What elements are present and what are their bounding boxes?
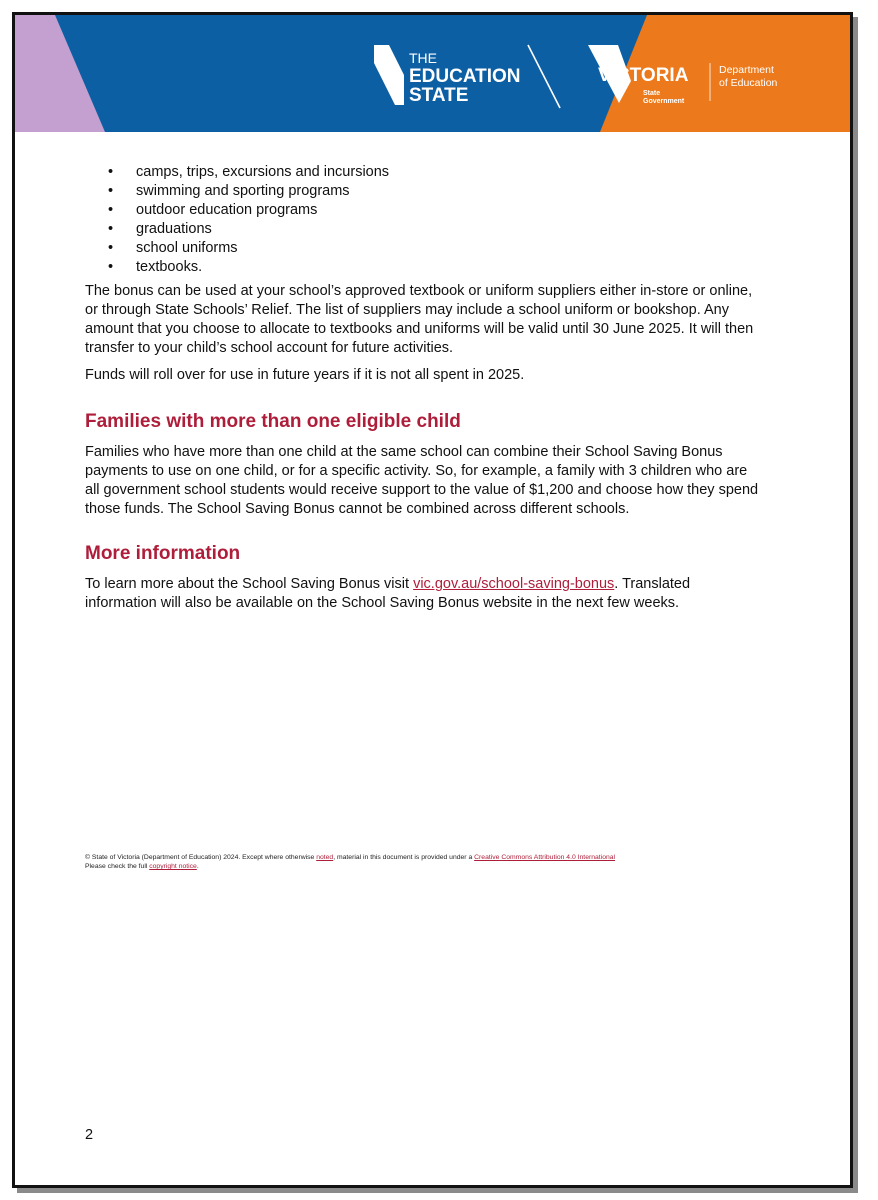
school-saving-bonus-link[interactable]: vic.gov.au/school-saving-bonus xyxy=(413,576,615,592)
list-item: • textbooks. xyxy=(85,258,765,277)
logo-state-sub-text: State xyxy=(643,90,661,97)
copyright-notice-link[interactable]: copyright notice xyxy=(149,863,197,870)
rollover-paragraph: Funds will roll over for use in future years if it is not all spent in 2025. xyxy=(85,367,525,383)
header-banner xyxy=(15,15,850,132)
logo-of-education-text: of Education xyxy=(719,77,778,89)
more-info-text-after: . Translated information will also be available on the School Saving Bonus website in the next few weeks. xyxy=(85,576,691,611)
logo-the-text: THE xyxy=(409,50,437,66)
more-information-paragraph xyxy=(85,575,765,613)
eligible-uses-list xyxy=(85,163,765,277)
list-item: • camps, trips, excursions and incursions xyxy=(85,163,765,182)
logo-state-text: STATE xyxy=(409,85,469,106)
creative-commons-link[interactable]: Creative Commons Attribution 4.0 International xyxy=(474,854,616,861)
document-body xyxy=(85,163,765,621)
list-item: • graduations xyxy=(85,220,765,239)
page-number: 2 xyxy=(85,1127,94,1143)
document-page xyxy=(12,12,853,1188)
more-information-heading: More information xyxy=(85,543,241,564)
footer-text: , material in this document is provided under a xyxy=(333,854,475,861)
footer-text: . xyxy=(196,863,199,870)
logo-department-text: Department xyxy=(719,64,774,76)
list-item: • swimming and sporting programs xyxy=(85,182,765,201)
list-item: • outdoor education programs xyxy=(85,201,765,220)
copyright-footer xyxy=(85,853,785,871)
footer-line-2 xyxy=(85,862,785,871)
list-item: • school uniforms xyxy=(85,239,765,258)
logo-education-text: EDUCATION xyxy=(409,66,521,87)
bonus-use-paragraph: The bonus can be used at your school’s approved textbook or uniform suppliers either in-store or online, or through State Schools’ Relief. The list of suppliers may include a school uniform or bookshop. Any amount that you choose to allocate to textbooks and uniforms will be valid until 30 June 2025. It will then transfer to your child’s school account for future activities. xyxy=(85,283,754,356)
footer-line-1 xyxy=(85,853,785,862)
footer-text: © State of Victoria (Department of Education) 2024. Except where otherwise xyxy=(85,854,317,861)
logo-government-sub-text: Government xyxy=(643,98,685,105)
logo-victoria-text: VICTORIA xyxy=(598,65,689,86)
noted-link[interactable]: noted xyxy=(316,854,334,861)
more-info-text-before: To learn more about the School Saving Bonus visit xyxy=(85,576,414,592)
footer-text: Please check the full xyxy=(85,863,150,870)
families-heading: Families with more than one eligible child xyxy=(85,411,461,432)
families-paragraph: Families who have more than one child at the same school can combine their School Saving Bonus payments to use on one child, or for a specific activity. So, for example, a family with 3 children who are all government school students would receive support to the value of $1,200 and choose how they spend those funds. The School Saving Bonus cannot be combined across different schools. xyxy=(85,444,759,517)
